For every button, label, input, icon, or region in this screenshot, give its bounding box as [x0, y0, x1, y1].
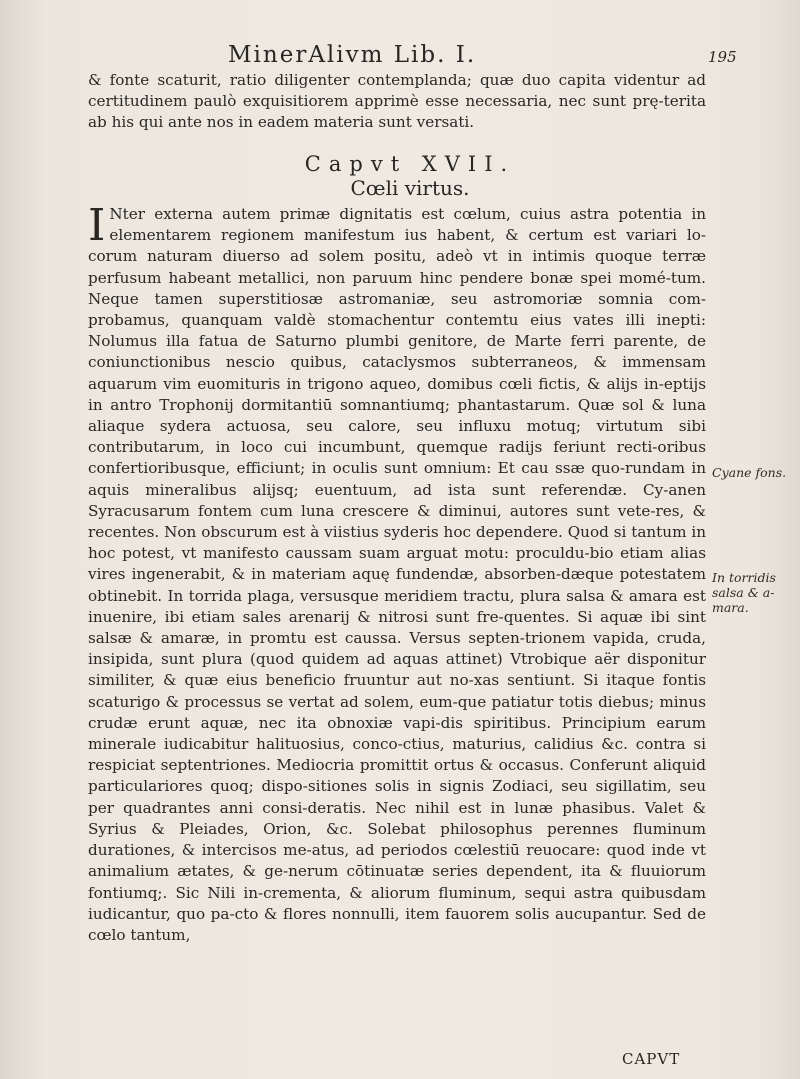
running-head	[0, 42, 800, 72]
margin-note-cyane: Cyane fons.	[712, 465, 787, 480]
page-number: 195	[708, 48, 737, 66]
drop-cap: I	[88, 200, 106, 251]
chapter-body	[88, 200, 706, 946]
chapter-subtitle: Cœli virtus.	[350, 176, 470, 200]
chapter-title: Capvt XVII.	[304, 152, 516, 176]
chapter-body-text: Nter externa autem primæ dignitatis est cœlum, cuius astra potentia in elementarem regionem manifestum ius habent, & certum est variari lo-corum naturam diuerso ad solem positu, adeò vt in intimis quoque terræ perfusum habeant metallici, non paruum hinc pendere bonæ spei momé-tum. Neque tamen superstitiosæ astromaniæ, seu astromoriæ somnia com-probamus, quanquam valdè stomachentur contemtu eius vates illi inepti: Nolumus illa fatua de Saturno plumbi genitore, de Marte ferri parente, de coniunctionibus nescio quibus, cataclysmos subterraneos, & immensam aquarum vim euomituris in trigono aqueo, domibus cœli fictis, & alijs in-eptijs in antro Trophonij dormitantiū somnantiumq; phantastarum. Quæ sol & luna aliaque sydera actuosa, seu calore, seu influxu motuq; virtutum sibi contributarum, in loco cui incumbunt, quemque radijs feriunt recti-oribus confertioribusque, efficiunt; in oculis sunt omnium: Et cau ssæ quo-rundam in aquis mineralibus alijsq; euentuum, ad ista sunt referendæ. Cy-anen Syracusarum fontem cum luna crescere & diminui, autores sunt vete-res, & recentes. Non obscurum est à viistius syderis hoc dependere. Quod si tantum in hoc potest, vt manifesto caussam suam arguat motu: proculdu-bio etiam alias vires ingenerabit, & in materiam aquę fundendæ, absorben-dæque potestatem obtinebit. In torrida plaga, versusque meridiem tractu, plura salsa & amara est inuenire, ibi etiam sales arenarij & nitrosi sunt fre-quentes. Si aquæ ibi sint salsæ & amaræ, in promtu est caussa. Versus septen-trionem vapida, cruda, insipida, sunt plura (quod quidem ad aquas attinet) Vtrobique aër disponitur similiter, & quæ eius beneficio fruuntur aut no-xas sentiunt. Si itaque fontis scaturigo & processus se vertat ad solem, eum-que patiatur totis diebus; minus crudæ erunt aquæ, nec ita obnoxiæ vapi-dis spiritibus. Principium earum minerale iudicabitur halituosius, conco-ctius, maturius, calidius &c. contra si respiciat septentriones. Mediocria promittit ortus & occasus. Conferunt aliquid particulariores quoq; dispo-sitiones solis in signis Zodiaci, seu sigillatim, seu per quadrantes anni consi-deratis. Nec nihil est in lunæ phasibus. Valet & Syrius & Pleiades, Orion, &c. Solebat philosophus perennes fluminum durationes, & intercisos me-atus, ad periodos cœlestiū reuocare: quod inde vt animalium ætates, & ge-nerum cōtinuatæ series dependent, ita & fluuiorum fontiumq;. Sic Nili in-crementa, & aliorum fluminum, sequi astra quibusdam iudicantur, quo pa-cto & flores nonnulli, item fauorem solis aucupantur. Sed de cœlo tantum,	[88, 205, 706, 944]
catchword: CAPVT	[622, 1050, 681, 1068]
margin-note-torridis: In torridis salsa & a- mara.	[712, 570, 776, 615]
intro-paragraph-block	[88, 70, 706, 134]
running-head-title: MinerAlivm Lib. I.	[228, 42, 477, 68]
intro-paragraph: & fonte scaturit, ratio diligenter contemplanda; quæ duo capita videntur ad certitudinem paulò exquisitiorem apprimè esse necessaria, nec sunt prę-terita ab his qui ante nos in eadem materia sunt versati.	[88, 71, 706, 132]
